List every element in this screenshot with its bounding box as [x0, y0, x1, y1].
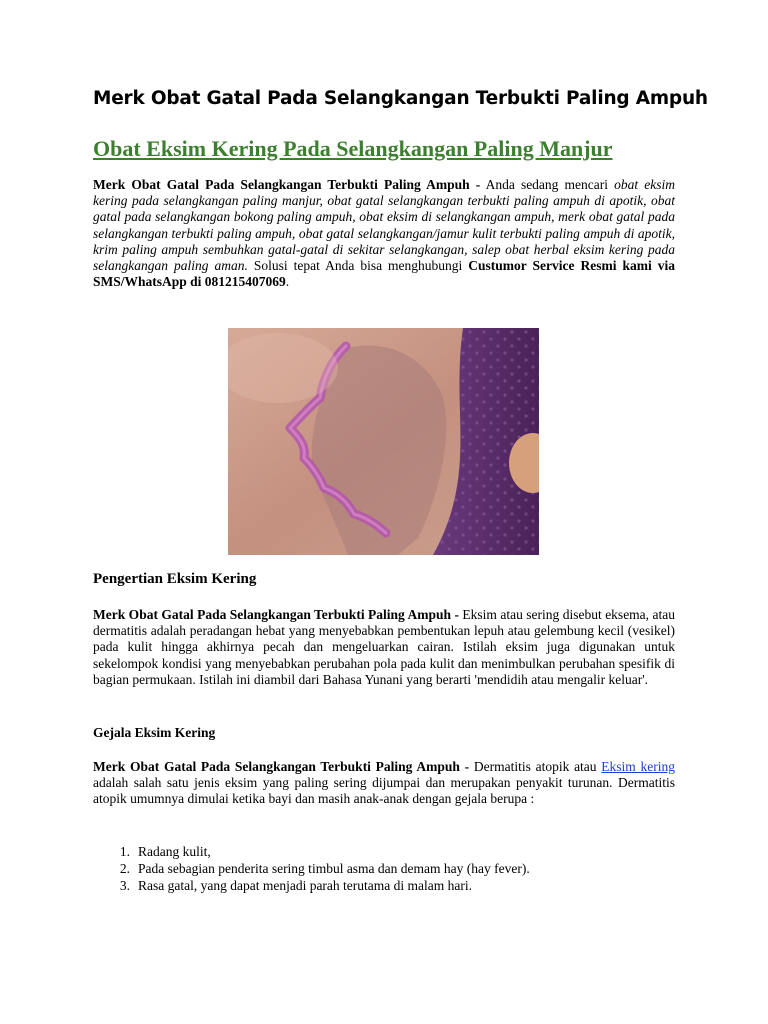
list-item	[93, 843, 675, 860]
eksim-kering-link[interactable]: Eksim kering	[601, 759, 675, 774]
intro-end: .	[285, 274, 290, 290]
gejala-body-2: adalah salah satu jenis eksim yang paling sering dijumpai dan merupakan penyakit turunan. Dermatitis atopik umumnya dimulai ketika bayi dan masih anak-anak dengan gejala berupa :	[93, 775, 675, 807]
page-subtitle: Obat Eksim Kering Pada Selangkangan Paling Manjur	[93, 136, 613, 161]
intro-lead-text: Anda sedang mencari	[480, 177, 615, 192]
list-number: 1.	[119, 844, 130, 859]
list-number: 3.	[119, 878, 130, 893]
pengertian-paragraph	[93, 607, 675, 688]
eczema-photo	[228, 328, 539, 555]
list-number: 2.	[119, 861, 130, 876]
pengertian-lead: Merk Obat Gatal Pada Selangkangan Terbukti Paling Ampuh -	[93, 607, 459, 622]
intro-paragraph	[93, 177, 675, 290]
pengertian-body: Eksim atau sering disebut eksema, atau dermatitis adalah peradangan hebat yang menyebabkan pembentukan lepuh atau gelembung kecil (vesikel) pada kulit hingga akhirnya pecah dan mengeluarkan cairan. Istilah eksim juga digunakan untuk sekelompok kondisi yang menyebabkan perubahan pola pada kulit dan menimbulkan perubahan spesifik di bagian permukaan. Istilah ini diambil dari Bahasa Yunani yang berarti 'mendidih atau mengalir keluar'.	[93, 607, 675, 687]
list-text: Pada sebagian penderita sering timbul asma dan demam hay (hay fever).	[138, 861, 530, 876]
list-text: Radang kulit,	[138, 844, 211, 859]
page-title: Merk Obat Gatal Pada Selangkangan Terbukti Paling Ampuh	[93, 88, 708, 109]
gejala-lead: Merk Obat Gatal Pada Selangkangan Terbukti Paling Ampuh -	[93, 759, 470, 774]
symptom-list	[93, 843, 675, 894]
list-item	[93, 877, 675, 894]
gejala-body-1: Dermatitis atopik atau	[469, 759, 602, 774]
intro-keywords: obat eksim kering pada selangkangan paling manjur, obat gatal selangkangan terbukti paling ampuh di apotik, obat gatal pada selangkangan bokong paling ampuh, obat eksim di selangkangan ampuh, merk obat gatal pada selangkangan terbukti paling ampuh, obat gatal selangkangan/jamur kulit terbukti paling ampuh di apotik, krim paling ampuh sembuhkan gatal-gatal di sekitar selangkangan, salep obat herbal eksim kering pada selangkangan paling aman.	[93, 177, 675, 274]
heading-pengertian: Pengertian Eksim Kering	[93, 571, 257, 587]
list-item	[93, 860, 675, 877]
contact-info: Custumor Service Resmi kami via SMS/WhatsApp di 081215407069	[93, 258, 675, 290]
eczema-photo-illustration	[228, 328, 539, 555]
intro-lead: Merk Obat Gatal Pada Selangkangan Terbukti Paling Ampuh -	[93, 177, 481, 192]
intro-solusi: Solusi tepat Anda bisa menghubungi	[247, 258, 469, 274]
heading-gejala: Gejala Eksim Kering	[93, 725, 216, 740]
gejala-paragraph	[93, 759, 675, 808]
list-text: Rasa gatal, yang dapat menjadi parah terutama di malam hari.	[138, 878, 472, 893]
